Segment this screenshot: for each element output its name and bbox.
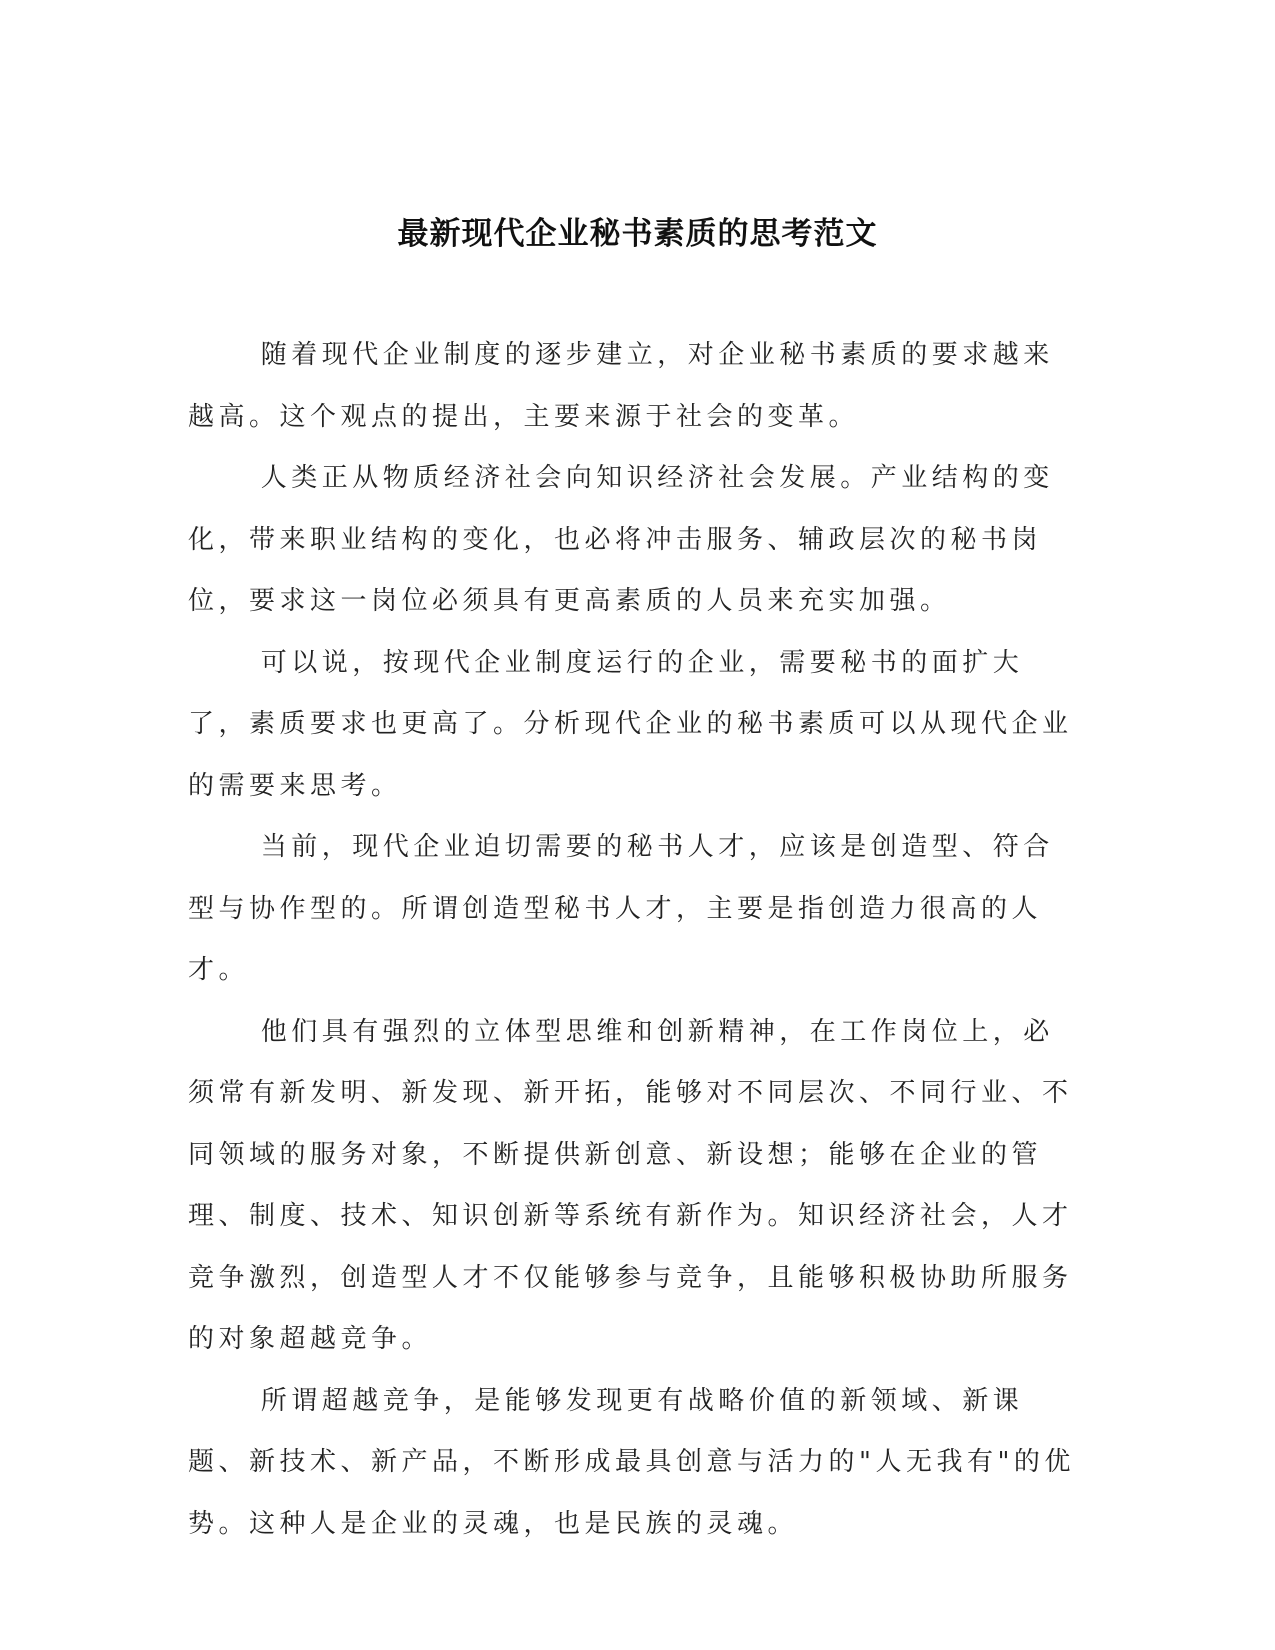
paragraph: 当前，现代企业迫切需要的秘书人才，应该是创造型、符合型与协作型的。所谓创造型秘书人才，主要是指创造力很高的人才。 xyxy=(188,832,1054,985)
paragraph: 他们具有强烈的立体型思维和创新精神，在工作岗位上，必须常有新发明、新发现、新开拓，能够对不同层次、不同行业、不同领域的服务对象，不断提供新创意、新设想；能够在企业的管理、制度、技术、知识创新等系统有新作为。知识经济社会，人才竞争激烈，创造型人才不仅能够参与竞争，且能够积极协助所服务的对象超越竞争。 xyxy=(188,1016,1073,1354)
paragraph: 可以说，按现代企业制度运行的企业，需要秘书的面扩大了，素质要求也更高了。分析现代企业的秘书素质可以从现代企业的需要来思考。 xyxy=(188,647,1073,801)
paragraph: 人类正从物质经济社会向知识经济社会发展。产业结构的变化，带来职业结构的变化，也必将冲击服务、辅政层次的秘书岗位，要求这一岗位必须具有更高素质的人员来充实加强。 xyxy=(188,463,1054,616)
document-title: 最新现代企业秘书素质的思考范文 xyxy=(397,216,878,252)
paragraph: 随着现代企业制度的逐步建立，对企业秘书素质的要求越来越高。这个观点的提出，主要来源于社会的变革。 xyxy=(188,340,1054,432)
document-body xyxy=(188,325,1083,1555)
paragraph: 所谓超越竞争，是能够发现更有战略价值的新领域、新课题、新技术、新产品，不断形成最具创意与活力的"人无我有"的优势。这种人是企业的灵魂，也是民族的灵魂。 xyxy=(188,1385,1075,1539)
